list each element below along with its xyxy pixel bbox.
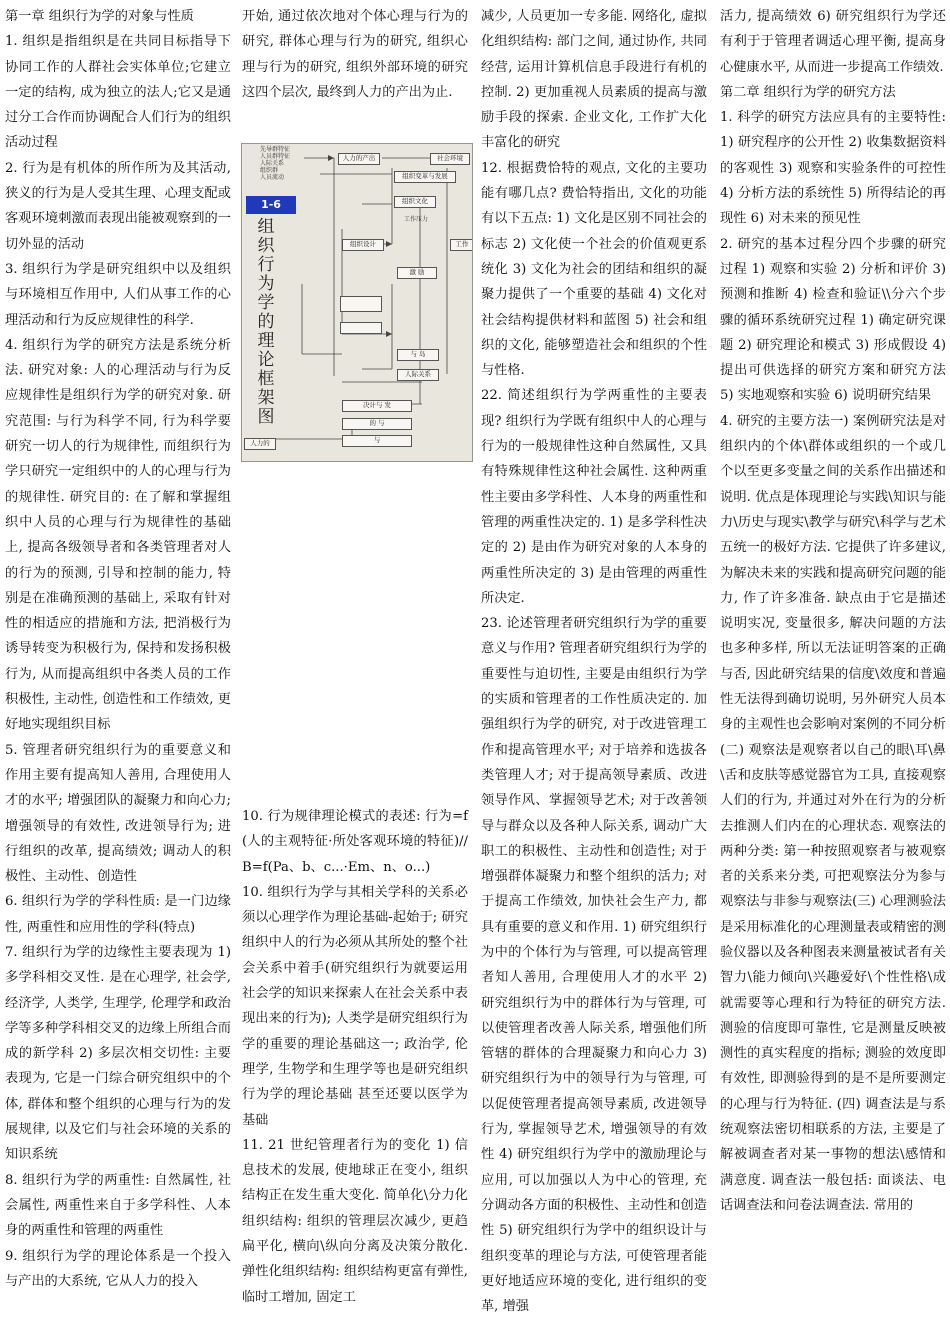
figure-label: 人员流动 (260, 174, 285, 181)
figure-label: 工作压力 (404, 216, 429, 223)
figure-box-empty (340, 296, 382, 312)
figure-box-org-design: 组织设计 (342, 239, 384, 251)
figure-label: 人际关系 (260, 160, 285, 167)
paragraph: 1. 科学的研究方法应具有的主要特性: 1) 研究程序的公开性 2) 收集数据资料的客观性 3) 观察和实验条件的可控性 4) 分析方法的系统性 5) 所得结论的再现性 6) 对未来的预见性 (720, 110, 946, 227)
paragraph (242, 804, 468, 880)
figure-label: 人员群特征 (260, 153, 291, 160)
figure-box-and: 与 岛 (397, 349, 439, 361)
paragraph: 23. 论述管理者研究组织行为学的重要意义与作用? 管理者研究组织行为学的重要性与迫切性, 主要是由组织行为学的实质和管理者的工作性质决定的. 加强组织行为学的研究, 对于改进管理工作和提高管理水平; 对于培养和选拔各类管理人才; 对于提高领导素质、改进领导作风、掌握领导艺术; 对于改善领导与群众以及各种人际关系, 调动广大职工的积极性、主动性和创造性; 对于增强群体凝聚力和整个组织的活力; 对于提高工作绩效, 加快社会生产力, 都具有重要的意义和作用. 1) 研究组织行为中的个体行为与管理, 可以提高管理者知人善用, 合理使用人才的水平 2) 研究组织行为中的群体行为与管理, 可以使管理者改善人际关系, 增强他们所管辖的群体的合理凝聚力和向心力 3) 研究组织行为中的领导行为与管理, 可以促使管理者提高领导素质, 改进领导行为, 掌握领导艺术, 增强领导的有效性 4) 研究组织行为学中的激励理论与应用, 可以加强以人为中心的管理, 充分调动各方面的积极性、主动性和创造性 5) 研究组织行为学中的组织设计与组织变革的理论与方法, 可使管理者能更好地适应环境的变化, 进行组织的变革, 增强 (481, 616, 707, 1315)
figure-box-output: 人力的产出 (338, 153, 380, 165)
figure-box-social: 社会环境 (430, 153, 470, 165)
chapter-1-heading: 第一章 组织行为学的对象与性质 (5, 9, 194, 24)
paragraph: 22. 简述组织行为学两重性的主要表现? 组织行为学既有组织中人的心理与行为的一般规律性这种自然属性, 又具有特殊规律性这种社会属性. 这种两重性主要由多学科性、人本身的两重性和管理的两重性决定的. 1) 是多学科性决定的 2) 是由作为研究对象的人本身的两重性所决定的 3) 是由管理的两重性所决定. (481, 388, 707, 606)
theory-framework-figure (241, 143, 473, 462)
paragraph: 2. 行为是有机体的所作所为及其活动, 狭义的行为是人受其生理、心理支配或客观环境刺激而表现出能被观察到的一切外显的活动 (5, 160, 231, 252)
paragraph: 9. 组织行为学的理论体系是一个投入与产出的大系统, 它从人力的投入 (5, 1248, 231, 1289)
figure-box-decision: 决计与 发 (342, 400, 412, 412)
column-1 (5, 4, 231, 1294)
figure-box-work: 工作 (450, 239, 473, 251)
figure-box-input: 人力的 (244, 438, 276, 450)
paragraph: 7. 组织行为学的边缘性主要表现为 1) 多学科相交叉性. 是在心理学, 社会学, 经济学, 人类学, 生理学, 伦理学和政治学等多种学科相交叉的边缘上所组合而成的新学科 2) 多层次相交切性: 主要表现为, 它是一门综合研究组织中的个体, 群体和整个组织的心理与行为的发展规律, 以及它们与社会环境的关系的知识系统 (5, 944, 231, 1163)
figure-box-lower: 的 与 (342, 418, 412, 430)
column-3 (481, 4, 707, 1319)
paragraph: 6. 组织行为学的学科性质: 是一门边缘性, 两重性和应用性的学科(特点) (5, 894, 231, 935)
column-2 (242, 4, 468, 105)
chapter-2-heading: 第二章 组织行为学的研究方法 (720, 84, 896, 100)
figure-box-interpersonal: 人际关系 (397, 369, 439, 381)
paragraph: 5. 管理者研究组织行为的重要意义和作用主要有提高知人善用, 合理使用人才的水平; 增强团队的凝聚力和向心力; 增强领导的有效性, 改进领导行为; 进行组织的改革, 提高绩效; 调动人的积极性、主动性、创造性 (5, 742, 231, 885)
paragraph: 2. 研究的基本过程分四个步骤的研究过程 1) 观察和实验 2) 分析和评价 3) 预测和推断 4) 检查和验证\\分六个步骤的循环系统研究过程 1) 确定研究课题 2) 研究理论和模式 3) 形成假设 4) 提出可供选择的研究方案和研究方法 5) 实地观察和实验 6) 说明研究结果 (720, 236, 946, 404)
figure-box-incentive: 激 励 (397, 267, 437, 279)
paragraph: 8. 组织行为学的两重性: 自然属性, 社会属性, 两重性来自于多学科性、人本身的两重性和管理的两重性 (5, 1172, 231, 1239)
figure-title: 组织行为学的理论框架图 (257, 217, 275, 427)
paragraph: 活力, 提高绩效 6) 研究组织行为学还有利于于管理者调适心理平衡, 提高身心健康水平, 从而进一步提高工作绩效. (720, 9, 946, 75)
paragraph: 开始, 通过依次地对个体心理与行为的研究, 群体心理与行为的研究, 组织心理与行为的研究, 组织外部环境的研究这四个层次, 最终到人力的产出为止. (242, 9, 468, 100)
paragraph: 减少, 人员更加一专多能. 网络化, 虚拟化组织结构: 部门之间, 通过协作, 共同经营, 运用计算机信息手段进行有机的控制. 2) 更加重视人员素质的提高与激励手段的探索. 企业文化, 工作扩大化 丰富化的研究 (481, 9, 707, 151)
figure-box-org-change: 组织变革与发展 (394, 171, 456, 183)
figure-box-empty (340, 322, 382, 334)
paragraph: 10. 组织行为学与其相关学科的关系必须以心理学作为理论基础-起始于; 研究组织中人的行为必须从其所处的整个社会关系中着手(研究组织行为就要运用社会学的知识来探索人在社会关系中表现出来的行为); 人类学是研究组织行为学的重要的理论基础这一; 政治学, 伦理学, 生物学和生理学等也是研究组织行为学的理论基础 甚至还要以医学为基础 (242, 884, 468, 1128)
formula-text: 10. 行为规律理论模式的表述: 行为=f(人的主观特征·所处客观环境的特征)//B=f(Pa、b、c...·Em、n、o...) (242, 809, 468, 875)
figure-label: 组织群 (260, 167, 279, 174)
figure-number-badge: 1-6 (246, 196, 296, 214)
paragraph: 1. 组织是指组织是在共同目标指导下协同工作的人群社会实体单位;它建立一定的结构, 成为独立的法人;它又是通过分工合作而协调配合人们行为的组织活动过程 (5, 34, 231, 151)
column-4 (720, 4, 946, 1218)
paragraph: 4. 组织行为学的研究方法是系统分析法. 研究对象: 人的心理活动与行为反应规律性是组织行为学的研究对象. 研究范围: 与行为科学不同, 行为科学要研究一切人的行为规律性, 而组织行为学只研究一定组织中的人的心理与行为的规律性. 研究目的: 在了解和掌握组织中人员的心理与行为规律性的基础上, 提高各级领导者和各类管理者对人的行为的预测, 引导和控制的能力, 特别是在准确预测的基础上, 采取有针对性的相适应的措施和方法, 把消极行为诱导转变为积极行为, 保持和发扬积极行为, 从而提高组织中各类人员的工作积极性, 主动性, 创造性和工作绩效, 更好地实现组织目标 (5, 337, 231, 733)
figure-box-lower: 与 (342, 435, 412, 447)
paragraph: 3. 组织行为学是研究组织中以及组织与环境相互作用中, 人们从事工作的心理活动和行为反应规律性的科学. (5, 261, 231, 328)
column-2-continued (242, 804, 468, 1310)
paragraph: 12. 根据费恰特的观点, 文化的主要功能有哪几点? 费恰特指出, 文化的功能有以下五点: 1) 文化是区别不同社会的标志 2) 文化使一个社会的价值观更系统化 3) 文化为社会的团结和组织的凝聚力提供了一个重要的基础 4) 文化对社会结构提供材料和蓝图 5) 社会和组织的文化, 能够塑造社会和组织的个性与性格. (481, 160, 707, 379)
paragraph: 11. 21 世纪管理者行为的变化 1) 信息技术的发展, 使地球正在变小, 组织结构正在发生重大变化. 简单化\分力化组织结构: 组织的管理层次减少, 更趋扁平化, 横向\纵向分离及决策分散化. 弹性化组织结构: 组织结构更富有弹性, 临时工增加, 固定工 (242, 1137, 468, 1305)
paragraph: 4. 研究的主要方法一) 案例研究法是对组织内的个体\群体或组织的一个或几个以至更多变量之间的关系作出描述和说明. 优点是体现理论与实践\知识与能力\历史与现实\教学与研究\科学与艺术五统一的极好方法. 它提供了许多建议, 为解决未来的实践和提高研究问题的能力, 作了许多准备. 缺点由于它是描述说明实况, 变量很多, 解决问题的方法也多种多样, 所以无法证明答案的正确与否, 因此研究结果的信度\效度和普遍性无法得到确切说明, 另外研究人员本身的主观性也会影响对案例的不同分析(二) 观察法是观察者以自己的眼\耳\鼻\舌和皮肤等感觉器官为工具, 直接观察人们的行为, 并通过对外在行为的分析去推测人们内在的心理状态. 观察法的两种分类: 第一种按照观察者与被观察者的关系来分类, 可把观察法分为参与观察法与非参与观察法(三) 心理测验法是采用标准化的心理测量表或精密的测验仪器以及各种图表来测量被试者有关智力\能力倾向\兴趣爱好\个性性格\成就需要等心理和行为特征的研究方法. 测验的信度即可靠性, 它是测量反映被测性的真实程度的指标; 测验的效度即有效性, 即测验得到的是不是所要测定的心理与行为特征. (四) 调查法是与系统观察法密切相联系的方法, 主要是了解被调查者对某一事物的想法\感情和满意度. 调查法一般包括: 面谈法、电话调查法和问卷法调查法. 常用的 (720, 413, 946, 1213)
figure-label: 先导群特征 (260, 146, 291, 153)
figure-box-org-culture: 组织文化 (394, 196, 436, 208)
